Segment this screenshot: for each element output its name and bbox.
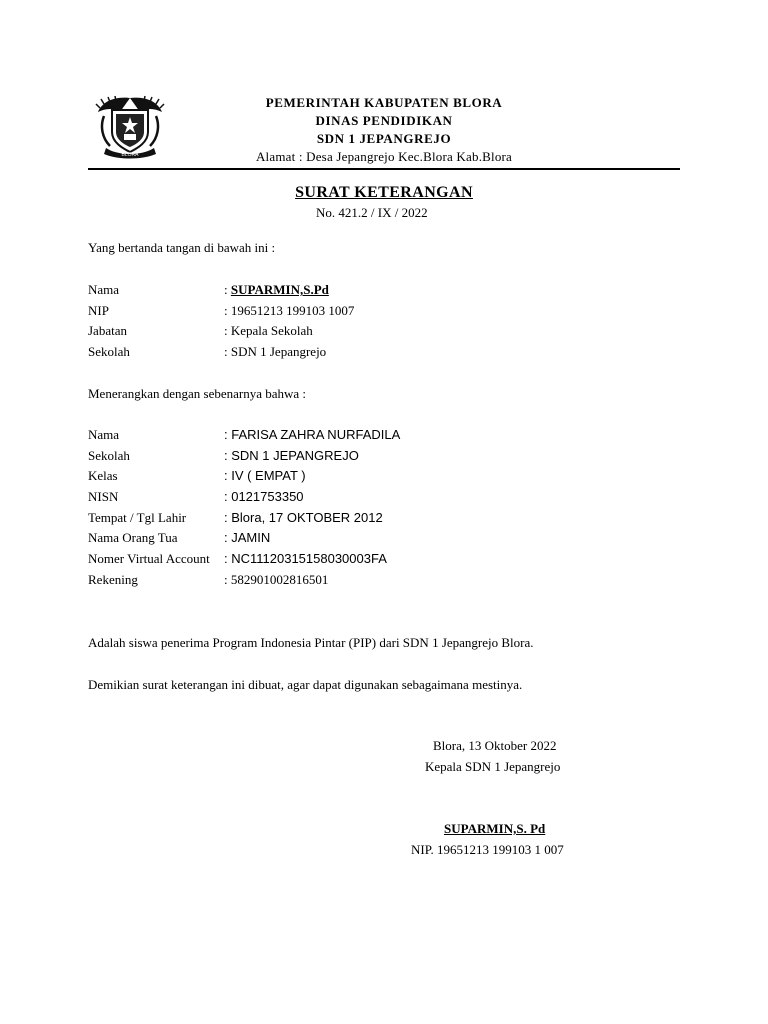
account-number-label: Rekening xyxy=(88,572,138,587)
signature-name: SUPARMIN,S. Pd xyxy=(444,821,546,836)
regency-emblem-icon xyxy=(94,92,166,160)
statement-text: Menerangkan dengan sebenarnya bahwa : xyxy=(88,386,307,401)
student-parent-value: : JAMIN xyxy=(224,530,271,545)
student-school-label: Sekolah xyxy=(88,448,130,463)
student-school-value: : SDN 1 JEPANGREJO xyxy=(224,448,359,463)
student-birth-value: : Blora, 17 OKTOBER 2012 xyxy=(224,510,383,525)
pip-statement-paragraph: Adalah siswa penerima Program Indonesia Pintar (PIP) dari SDN 1 Jepangrejo Blora. xyxy=(88,635,534,650)
signer-school-value: : SDN 1 Jepangrejo xyxy=(224,344,327,359)
signature-nip: NIP. 19651213 199103 1 007 xyxy=(411,842,564,857)
signer-name-label: Nama xyxy=(88,282,120,297)
signer-nip-value: : 19651213 199103 1007 xyxy=(224,303,355,318)
student-name-value: : FARISA ZAHRA NURFADILA xyxy=(224,427,401,442)
intro-text: Yang bertanda tangan di bawah ini : xyxy=(88,240,276,255)
student-nisn-label: NISN xyxy=(88,489,119,504)
student-parent-label: Nama Orang Tua xyxy=(88,530,178,545)
student-class-value: : IV ( EMPAT ) xyxy=(224,468,306,483)
place-date: Blora, 13 Oktober 2022 xyxy=(433,738,557,753)
student-birth-label: Tempat / Tgl Lahir xyxy=(88,510,187,525)
student-nisn-value: : 0121753350 xyxy=(224,489,304,504)
letterhead-divider xyxy=(88,168,680,170)
signer-position-label: Jabatan xyxy=(88,323,127,338)
virtual-account-value: : NC11120315158030003FA xyxy=(224,551,387,566)
letter-title: SURAT KETERANGAN xyxy=(295,184,473,201)
student-class-label: Kelas xyxy=(88,468,118,483)
signer-name-text: SUPARMIN,S.Pd xyxy=(230,282,329,297)
letterhead-address: Alamat : Desa Jepangrejo Kec.Blora Kab.Blora xyxy=(255,149,513,164)
signer-school-label: Sekolah xyxy=(88,344,130,359)
closing-paragraph: Demikian surat keterangan ini dibuat, agar dapat digunakan sebagaimana mestinya. xyxy=(88,677,523,692)
signer-title: Kepala SDN 1 Jepangrejo xyxy=(425,759,561,774)
signer-position-value: : Kepala Sekolah xyxy=(224,323,313,338)
account-number-value: : 582901002816501 xyxy=(224,572,329,587)
letterhead-department: DINAS PENDIDIKAN xyxy=(315,113,453,128)
signer-nip-label: NIP xyxy=(88,303,109,318)
signer-name-value: : SUPARMIN,S.Pd xyxy=(224,282,329,297)
student-name-label: Nama xyxy=(88,427,120,442)
emblem-ribbon-text: BLORA xyxy=(121,152,139,158)
virtual-account-label: Nomer Virtual Account xyxy=(88,551,210,566)
letterhead-school: SDN 1 JEPANGREJO xyxy=(316,131,452,146)
letterhead-government: PEMERINTAH KABUPATEN BLORA xyxy=(265,95,503,110)
letter-number: No. 421.2 / IX / 2022 xyxy=(316,205,428,220)
